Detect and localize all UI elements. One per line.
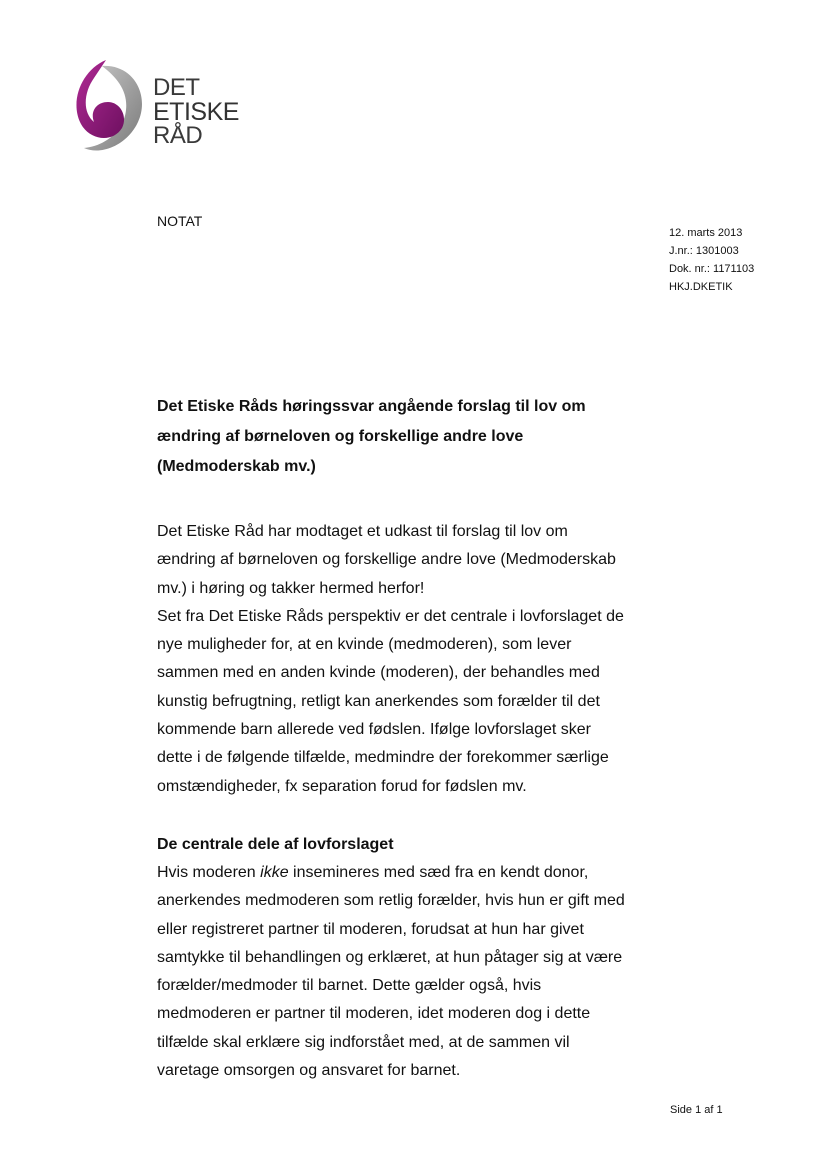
text-line: varetage omsorgen og ansvaret for barnet.: [157, 1062, 461, 1080]
title-line: (Medmoderskab mv.): [157, 458, 316, 475]
page-number: Side 1 af 1: [670, 1104, 723, 1116]
meta-date: 12. marts 2013: [669, 227, 743, 239]
text-line: medmoderen er partner til moderen, idet moderen dog i dette: [157, 1005, 591, 1023]
text-line: samtykke til behandlingen og erklæret, at hun påtager sig at være: [157, 948, 623, 966]
section-heading: De centrale dele af lovforslaget: [157, 835, 394, 853]
text-line: dette i de følgende tilfælde, medmindre der forekommer særlige: [157, 749, 609, 767]
title-line: Det Etiske Råds høringssvar angående forslag til lov om: [157, 398, 586, 415]
perspective-paragraph: [157, 603, 677, 801]
text-fragment: Hvis moderen: [157, 863, 261, 881]
title-line: ændring af børneloven og forskellige andre love: [157, 428, 524, 445]
logo-line-raad: RÅD: [153, 122, 203, 149]
logo: [72, 56, 242, 156]
document-body: [157, 392, 677, 1085]
logo-wordmark: [153, 76, 239, 148]
text-line: sammen med en anden kvinde (moderen), der behandles med: [157, 664, 600, 682]
meta-jnr: J.nr.: 1301003: [669, 245, 739, 257]
section-paragraph: [157, 859, 677, 1085]
text-line: forælder/medmoder til barnet. Dette gælder også, hvis: [157, 977, 542, 995]
meta-ref: HKJ.DKETIK: [669, 281, 733, 293]
text-fragment: insemineres med sæd fra en kendt donor,: [288, 863, 589, 881]
text-line: tilfælde skal erklære sig indforstået med, at de sammen vil: [157, 1033, 570, 1051]
text-line: Set fra Det Etiske Råds perspektiv er det centrale i lovforslaget de: [157, 607, 624, 625]
document-type: NOTAT: [157, 213, 203, 229]
document-meta: [669, 224, 754, 296]
text-line: nye muligheder for, at en kvinde (medmoderen), som lever: [157, 636, 572, 654]
text-line: [157, 859, 677, 887]
text-line: kunstig befrugtning, retligt kan anerkendes som forælder til det: [157, 692, 600, 710]
text-line: ændring af børneloven og forskellige andre love (Medmoderskab: [157, 551, 616, 569]
text-line: omstændigheder, fx separation forud for fødslen mv.: [157, 777, 527, 795]
text-line: kommende barn allerede ved fødslen. Ifølge lovforslaget sker: [157, 721, 591, 739]
meta-doknr: Dok. nr.: 1171103: [669, 263, 755, 275]
text-line: mv.) i høring og takker hermed herfor!: [157, 579, 425, 597]
text-line: eller registreret partner til moderen, forudsat at hun har givet: [157, 920, 584, 938]
document-title: [157, 392, 677, 482]
intro-paragraph: [157, 518, 677, 603]
text-line: Det Etiske Råd har modtaget et udkast til forslag til lov om: [157, 523, 568, 540]
emphasis-text: ikke: [260, 863, 289, 881]
logo-line-det: DET: [153, 74, 200, 101]
text-line: anerkendes medmoderen som retlig forælder, hvis hun er gift med: [157, 892, 625, 910]
logo-line-etiske: ETISKE: [153, 98, 239, 126]
logo-mark-icon: [72, 56, 152, 156]
